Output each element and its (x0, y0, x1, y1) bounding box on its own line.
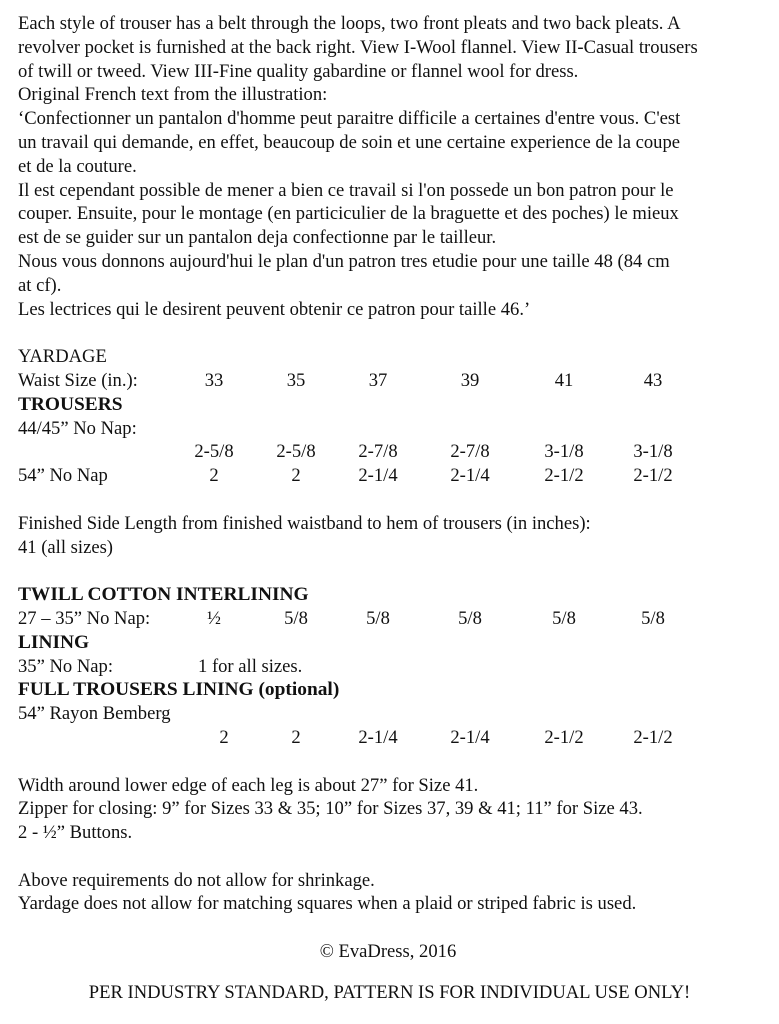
usage-notice: PER INDUSTRY STANDARD, PATTERN IS FOR INDIVIDUAL USE ONLY! (88, 982, 691, 1003)
finished-length-text: Finished Side Length from finished waistband to hem of trousers (in inches): (18, 512, 591, 534)
intro-line: revolver pocket is furnished at the back right. View I-Wool flannel. View II-Casual trousers (18, 36, 698, 58)
size-cell: 41 (554, 369, 574, 391)
intro-line: est de se guider sur un pantalon deja confectionne par le tailleur. (18, 227, 497, 249)
spacer (18, 559, 768, 583)
yardage-cell: 2-1/2 (633, 726, 673, 748)
waist-size-label: Waist Size (in.): (18, 369, 138, 391)
twill-label: 27 – 35” No Nap: (18, 607, 151, 629)
yardage-section (18, 345, 768, 750)
notes-section (18, 774, 768, 845)
size-cell: 43 (643, 369, 663, 391)
yardage-cell: 5/8 (641, 607, 665, 629)
intro-line: et de la couture. (18, 155, 137, 177)
yardage-cell: 2-1/2 (544, 465, 584, 487)
spacer (18, 750, 768, 774)
twill-heading: TWILL COTTON INTERLINING (18, 584, 309, 606)
rayon-label: 54” Rayon Bemberg (18, 703, 171, 725)
disclaimer-line: Yardage does not allow for matching squares when a plaid or striped fabric is used. (18, 893, 637, 915)
yardage-cell: 3-1/8 (544, 441, 584, 463)
yardage-cell: 2 (219, 726, 229, 748)
lining-row (18, 655, 768, 679)
intro-line: of twill or tweed. View III-Fine quality gabardine or flannel wool for dress. (18, 60, 579, 82)
twill-row (18, 607, 768, 631)
nap44-row (18, 440, 768, 464)
note-line: 2 - ½” Buttons. (18, 822, 133, 844)
yardage-cell: ½ (207, 607, 221, 629)
yardage-cell: 2 (209, 465, 219, 487)
yardage-cell: 2-5/8 (276, 441, 316, 463)
lining-label: 35” No Nap: (18, 655, 114, 677)
yardage-title: YARDAGE (18, 346, 107, 368)
lining-heading: LINING (18, 631, 90, 653)
yardage-cell: 2-1/4 (358, 726, 398, 748)
yardage-cell: 3-1/8 (633, 441, 673, 463)
size-cell: 37 (368, 369, 388, 391)
yardage-cell: 2-7/8 (358, 441, 398, 463)
size-cell: 35 (286, 369, 306, 391)
finished-length-value: 41 (all sizes) (18, 536, 114, 558)
yardage-cell: 2 (291, 726, 301, 748)
spacer (18, 488, 768, 512)
intro-line: Il est cependant possible de mener a bien ce travail si l'on possede un bon patron pour le (18, 179, 674, 201)
intro-section (18, 12, 768, 321)
yardage-cell: 2-1/2 (544, 726, 584, 748)
intro-line: Nous vous donnons aujourd'hui le plan d'un patron tres etudie pour une taille 48 (84 cm (18, 250, 670, 272)
intro-line: couper. Ensuite, pour le montage (en particiculier de la braguette et des poches) le mieux (18, 203, 679, 225)
copyright: © EvaDress, 2016 (319, 941, 457, 963)
spacer (18, 916, 768, 940)
yardage-cell: 5/8 (366, 607, 390, 629)
yardage-cell: 2 (291, 465, 301, 487)
note-line: Zipper for closing: 9” for Sizes 33 & 35; 10” for Sizes 37, 39 & 41; 11” for Size 43. (18, 798, 643, 820)
intro-line: Each style of trouser has a belt through the loops, two front pleats and two back pleats. A (18, 13, 681, 34)
lining-value: 1 for all sizes. (198, 655, 303, 677)
nap54-row (18, 464, 768, 488)
yardage-cell: 2-1/4 (450, 465, 490, 487)
spacer (18, 845, 768, 869)
trousers-heading: TROUSERS (18, 393, 123, 415)
nap54-label: 54” No Nap (18, 465, 108, 487)
intro-line: at cf). (18, 274, 62, 296)
rayon-row (18, 726, 768, 750)
yardage-cell: 5/8 (552, 607, 576, 629)
yardage-cell: 2-1/4 (450, 726, 490, 748)
intro-line: un travail qui demande, en effet, beaucoup de soin et une certaine experience de la coupe (18, 131, 681, 153)
yardage-cell: 2-1/4 (358, 465, 398, 487)
intro-line: ‘Confectionner un pantalon d'homme peut paraitre difficile a certaines d'entre vous. C'est (18, 108, 681, 130)
size-cell: 39 (460, 369, 480, 391)
intro-line: Les lectrices qui le desirent peuvent obtenir ce patron pour taille 46.’ (18, 298, 531, 320)
yardage-cell: 2-5/8 (194, 441, 234, 463)
note-line: Width around lower edge of each leg is about 27” for Size 41. (18, 774, 479, 796)
waist-size-row (18, 369, 768, 393)
pattern-document (18, 12, 768, 964)
yardage-cell: 2-1/2 (633, 465, 673, 487)
spacer (18, 321, 768, 345)
yardage-cell: 2-7/8 (450, 441, 490, 463)
full-lining-heading: FULL TROUSERS LINING (optional) (18, 679, 340, 701)
disclaimer-line: Above requirements do not allow for shrinkage. (18, 869, 375, 891)
yardage-cell: 5/8 (284, 607, 308, 629)
intro-line: Original French text from the illustration: (18, 84, 328, 106)
disclaimer-section (18, 869, 768, 917)
size-cell: 33 (204, 369, 224, 391)
yardage-cell: 5/8 (458, 607, 482, 629)
nap44-label: 44/45” No Nap: (18, 417, 137, 439)
